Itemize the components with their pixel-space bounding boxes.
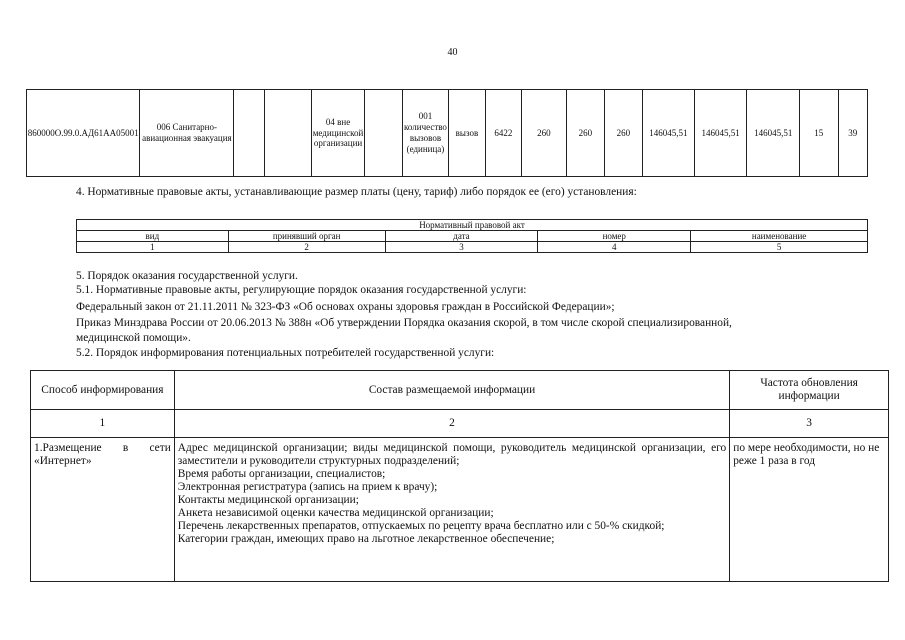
column-header: Состав размещаемой информации xyxy=(174,371,729,410)
law-2-line-1: Приказ Минздрава России от 20.06.2013 № 388н «Об утверждении Порядка оказания скорой, в том числе скорой специализированной, xyxy=(76,317,732,329)
column-header: принявший орган xyxy=(228,231,385,242)
column-header: вид xyxy=(77,231,229,242)
info-content-cell xyxy=(174,438,729,582)
table-row xyxy=(77,231,868,242)
column-number: 1 xyxy=(77,242,229,253)
registry-code-cell: 860000О.99.0.АД61АА05001 xyxy=(27,90,140,177)
info-item: Перечень лекарственных препаратов, отпускаемых по рецепту врача бесплатно или с 50-% скидкой; xyxy=(177,520,665,532)
section-5-2-title: 5.2. Порядок информирования потенциальных потребителей государственной услуги: xyxy=(76,347,495,359)
column-number: 2 xyxy=(228,242,385,253)
price-year1-cell: 146045,51 xyxy=(643,90,695,177)
table-row xyxy=(31,438,889,582)
deviation-abs-cell: 39 xyxy=(838,90,868,177)
column-number: 3 xyxy=(385,242,538,253)
update-frequency-cell: по мере необходимости, но не реже 1 раза в год xyxy=(730,438,889,582)
volume-year1-cell: 260 xyxy=(521,90,567,177)
info-item: Контакты медицинской организации; xyxy=(177,494,359,506)
column-number: 3 xyxy=(730,410,889,438)
info-item: Время работы организации, специалистов; xyxy=(177,468,386,480)
table-row xyxy=(27,90,868,177)
table-row xyxy=(31,371,889,410)
law-2-line-2: медицинской помощи». xyxy=(76,332,191,344)
column-header: дата xyxy=(385,231,538,242)
info-item: Анкета независимой оценки качества медицинской организации; xyxy=(177,507,494,519)
group-header: Нормативный правовой акт xyxy=(77,220,868,231)
informing-table xyxy=(30,370,889,582)
column-header: Способ информирования xyxy=(31,371,175,410)
info-item: Адрес медицинской организации; виды медицинской помощи, руководитель медицинской организации, его заместители и руководители структурных подразделений; xyxy=(177,442,727,467)
price-year2-cell: 146045,51 xyxy=(694,90,747,177)
unit-cell: вызов xyxy=(448,90,485,177)
section-4-title: 4. Нормативные правовые акты, устанавливающие размер платы (цену, тариф) либо порядок ее (его) установления: xyxy=(76,186,637,198)
service-name-cell: 006 Санитарно-авиационная эвакуация xyxy=(140,90,234,177)
section-5-1-title: 5.1. Нормативные правовые акты, регулирующие порядок оказания государственной услуги: xyxy=(76,284,527,296)
column-header: Частота обновления информации xyxy=(730,371,889,410)
empty-cell xyxy=(234,90,264,177)
column-header: наименование xyxy=(691,231,868,242)
column-number: 5 xyxy=(691,242,868,253)
condition-cell: 04 вне медицинской организации xyxy=(312,90,364,177)
table-row xyxy=(77,242,868,253)
empty-cell xyxy=(264,90,312,177)
indicator-cell: 001 количество вызовов (единица) xyxy=(403,90,449,177)
info-item: Категории граждан, имеющих право на льготное лекарственное обеспечение; xyxy=(177,533,555,545)
normative-acts-table xyxy=(76,219,868,253)
section-5-title: 5. Порядок оказания государственной услуги. xyxy=(76,270,298,282)
column-header: номер xyxy=(538,231,691,242)
law-1: Федеральный закон от 21.11.2011 № 323-ФЗ «Об основах охраны здоровья граждан в Российской Федерации»; xyxy=(76,301,615,313)
page-number: 40 xyxy=(447,47,458,58)
column-number: 2 xyxy=(174,410,729,438)
column-number: 1 xyxy=(31,410,175,438)
table-row xyxy=(31,410,889,438)
service-volume-table xyxy=(26,89,868,177)
volume-year3-cell: 260 xyxy=(604,90,642,177)
informing-method-cell: 1.Размещение в сети «Интернет» xyxy=(31,438,175,582)
table-row xyxy=(77,220,868,231)
volume-year2-cell: 260 xyxy=(567,90,604,177)
empty-cell xyxy=(364,90,402,177)
info-item: Электронная регистратура (запись на прием к врачу); xyxy=(177,481,438,493)
unit-code-cell: 6422 xyxy=(486,90,521,177)
price-year3-cell: 146045,51 xyxy=(747,90,800,177)
deviation-percent-cell: 15 xyxy=(800,90,838,177)
column-number: 4 xyxy=(538,242,691,253)
